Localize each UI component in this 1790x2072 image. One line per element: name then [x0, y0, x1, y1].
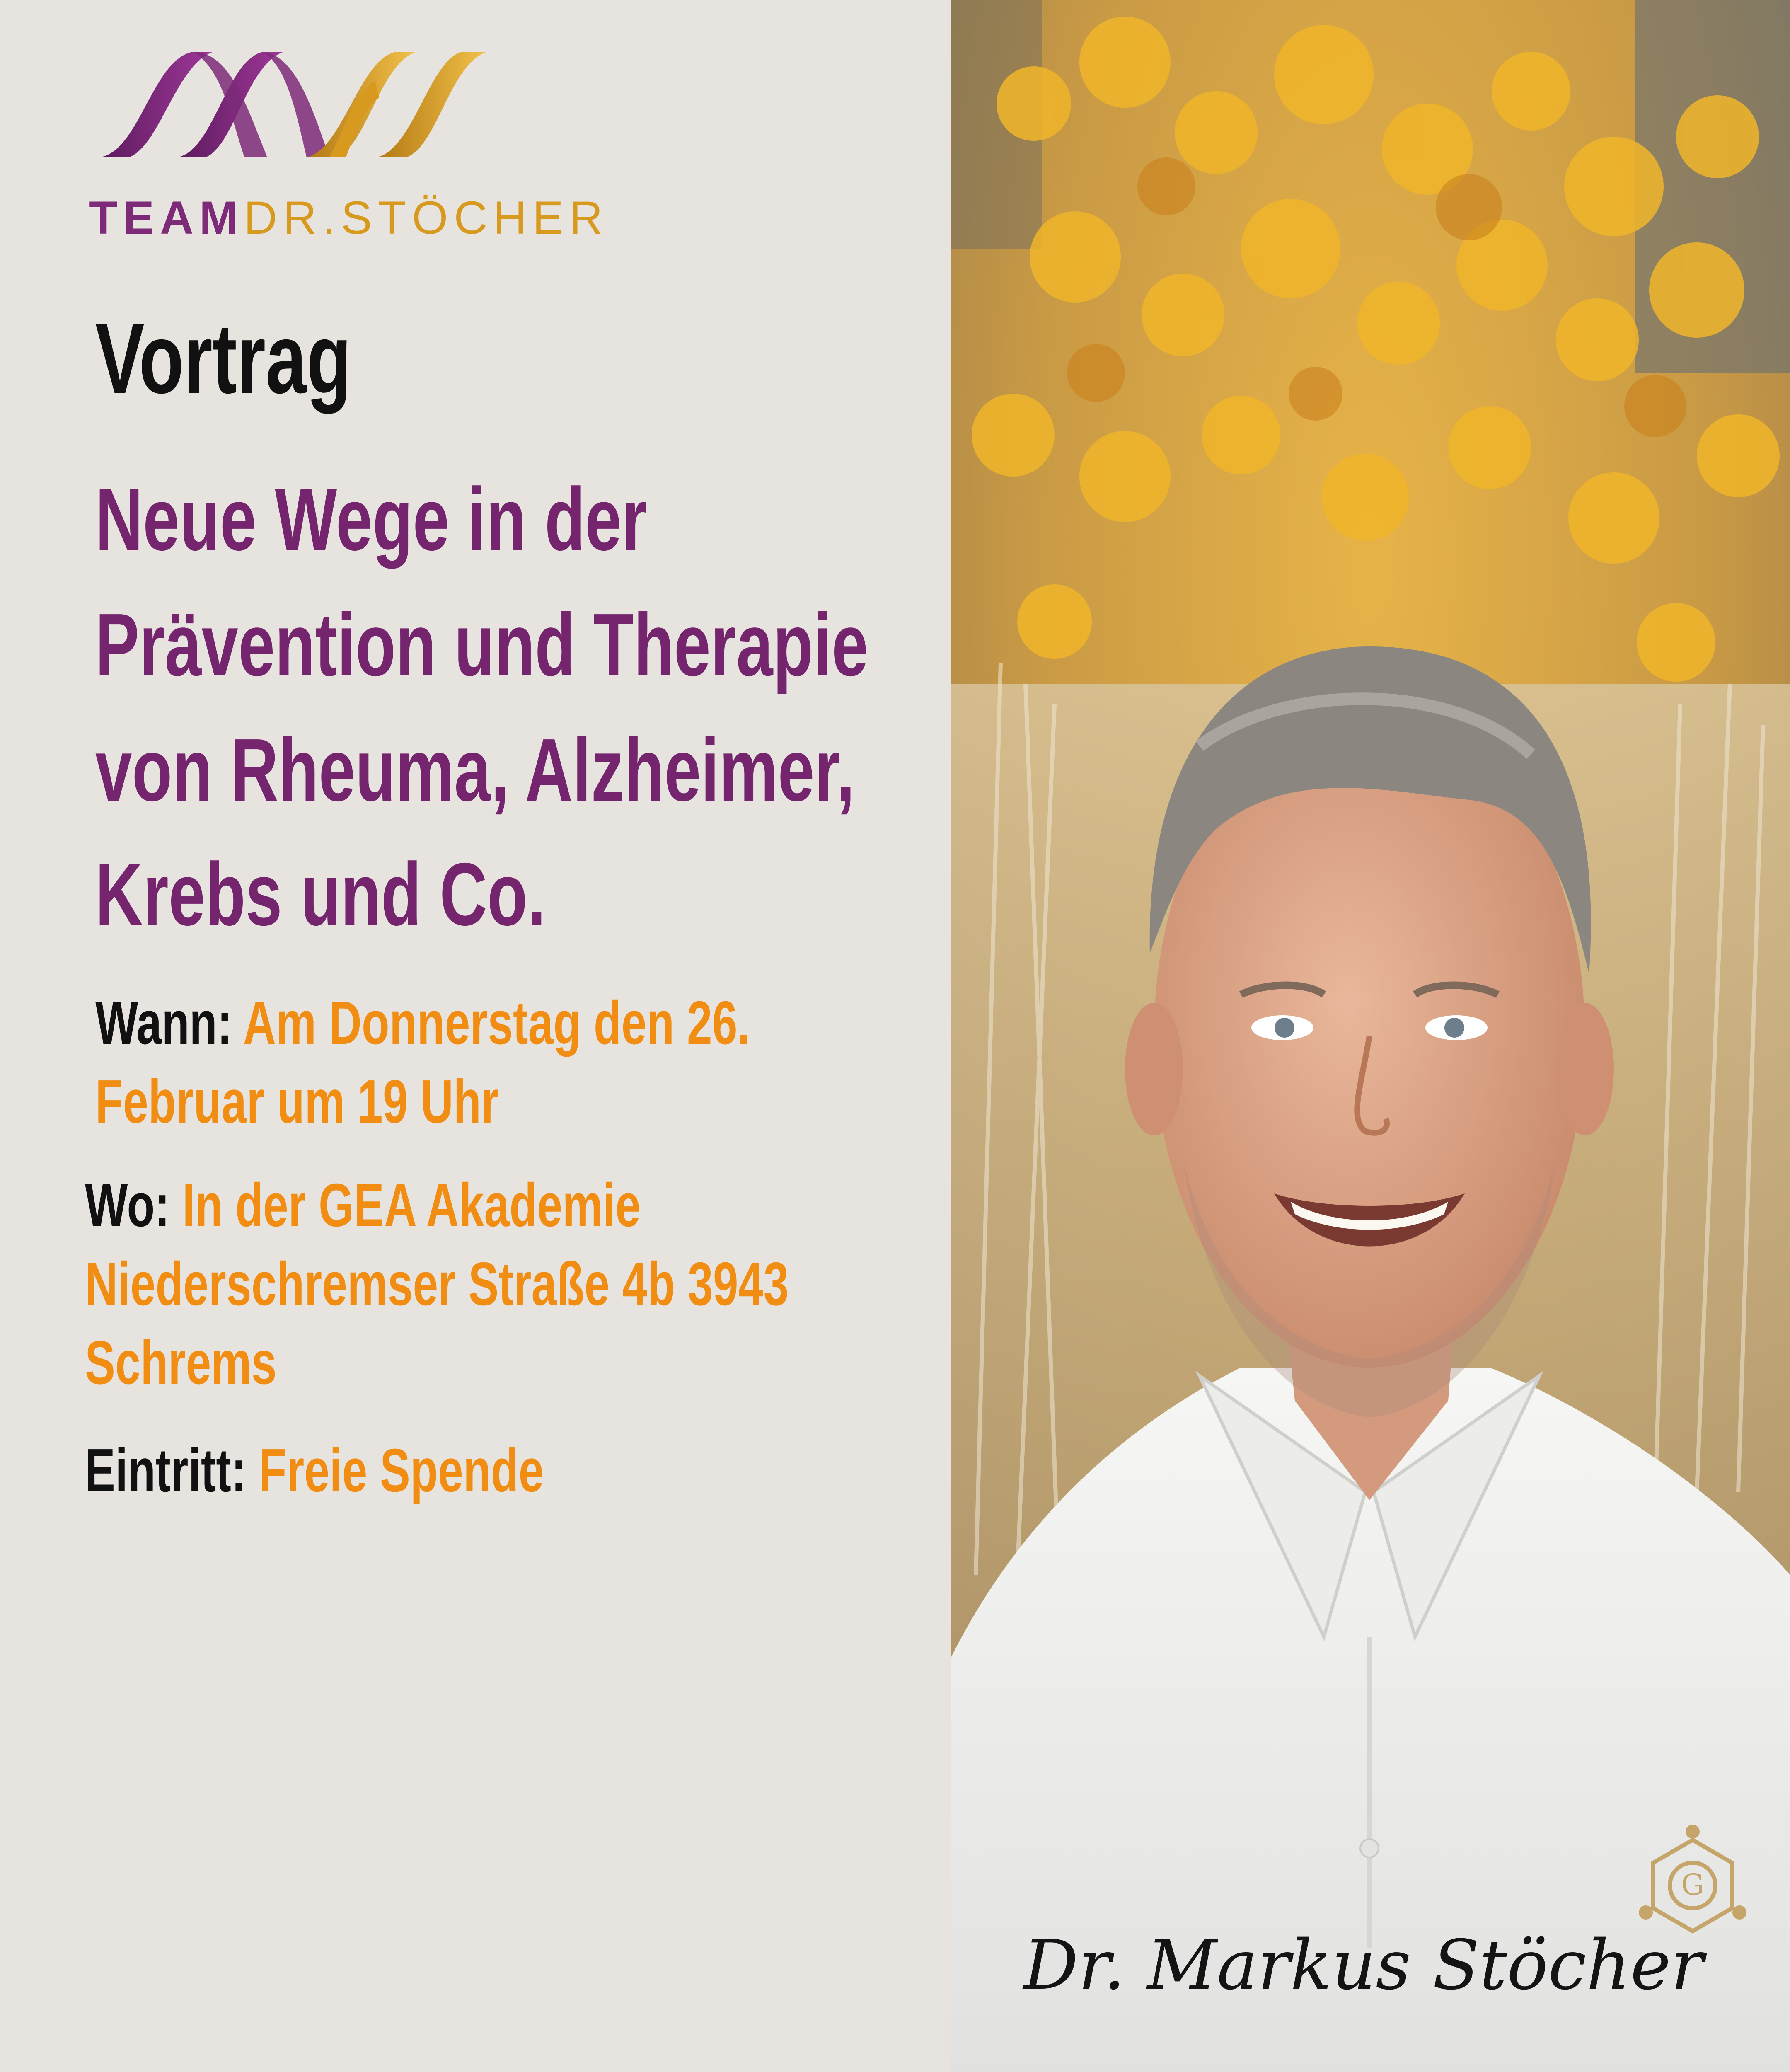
- speaker-signature: Dr. Markus Stöcher: [1023, 1925, 1704, 2005]
- entry-label: Eintritt:: [85, 1436, 247, 1505]
- when-value-2: Februar um 19 Uhr: [95, 1067, 499, 1136]
- event-title-line-1: Neue Wege in der: [95, 469, 648, 569]
- event-title-line-3: von Rheuma, Alzheimer,: [95, 720, 855, 820]
- wave-ribbon-logo-icon: [89, 44, 495, 164]
- where-line-1: [85, 1171, 641, 1239]
- where-label: Wo:: [85, 1171, 170, 1239]
- entry-value: Freie Spende: [259, 1436, 544, 1505]
- when-line-2: [95, 1067, 499, 1136]
- when-line-1: [95, 989, 750, 1057]
- brand-name: DR.STÖCHER: [244, 192, 609, 244]
- event-type-label: Vortrag: [95, 303, 352, 414]
- svg-text:G: G: [1681, 1868, 1704, 1902]
- event-title-line-4: Krebs und Co.: [95, 844, 546, 944]
- speaker-photo: [951, 0, 1790, 2072]
- where-value-3: Schrems: [85, 1329, 277, 1397]
- where-line-3: [85, 1329, 277, 1397]
- brand-team: TEAM: [89, 192, 244, 244]
- entry-line: [85, 1436, 544, 1505]
- where-value-1: In der GEA Akademie: [182, 1171, 641, 1239]
- where-value-2: Niederschremser Straße 4b 3943: [85, 1250, 789, 1318]
- where-line-2: [85, 1250, 789, 1318]
- when-value-1: Am Donnerstag den 26.: [243, 989, 750, 1057]
- when-label: Wann:: [95, 989, 232, 1057]
- speaker-photo-illustration: [951, 0, 1790, 2072]
- event-title-line-2: Prävention und Therapie: [95, 595, 868, 695]
- brand-wordmark: [89, 192, 609, 244]
